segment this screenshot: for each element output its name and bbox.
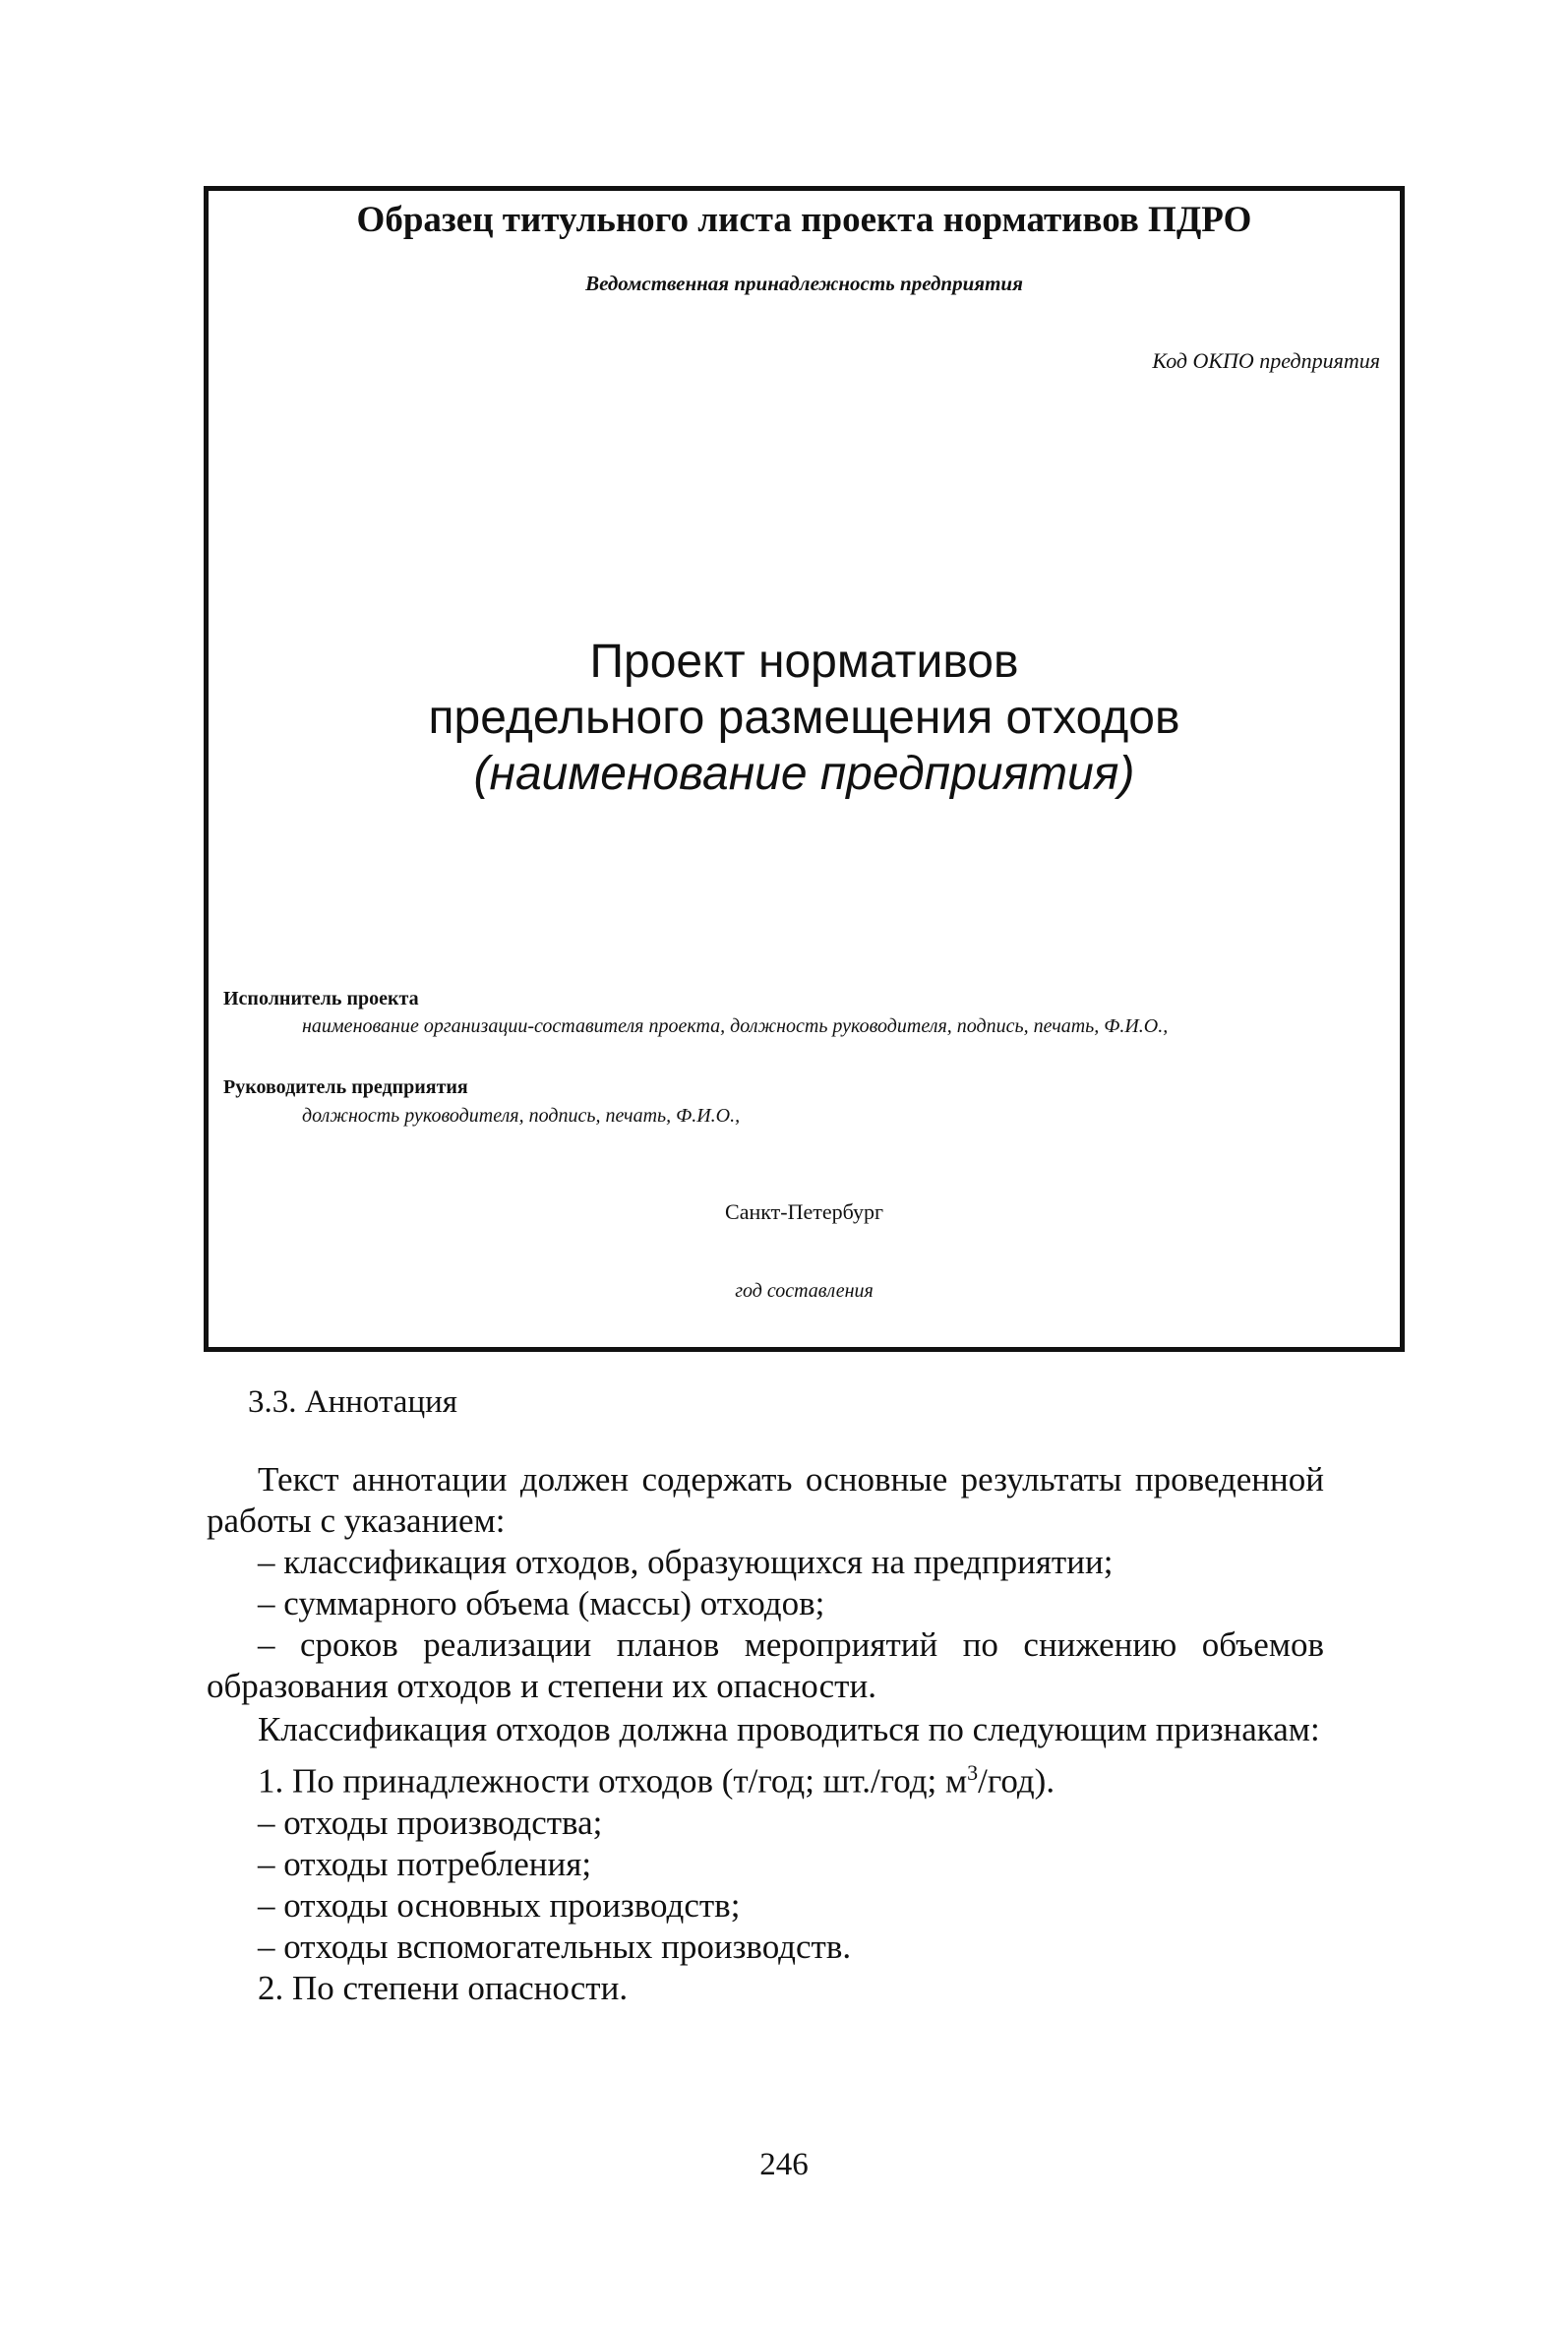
affiliation-label: Ведомственная принадлежность предприятия [585, 272, 1023, 295]
annotation-body [207, 1459, 1324, 2009]
intro-paragraph: Текст аннотации должен содержать основные результаты проведенной работы с указанием: [207, 1460, 1324, 1540]
classification-paragraph: Классификация отходов должна проводиться по следующим признакам: [258, 1710, 1320, 1748]
sample-title: Образец титульного листа проекта нормативов ПДРО [356, 200, 1252, 240]
director-label: Руководитель предприятия [223, 1076, 468, 1098]
director-details: должность руководителя, подпись, печать, Ф.И.О., [302, 1105, 741, 1127]
project-title [209, 634, 1400, 802]
executor-label: Исполнитель проекта [223, 988, 419, 1010]
project-title-line-2: предельного размещения отходов [428, 692, 1180, 744]
list-item: – классификация отходов, образующихся на предприятии; [258, 1543, 1114, 1581]
superscript-3: 3 [967, 1760, 979, 1785]
title-page-sample-frame [204, 186, 1405, 1352]
page-number: 246 [759, 2147, 809, 2182]
section-heading: 3.3. Аннотация [248, 1384, 457, 1420]
item-1-prefix: 1. По принадлежности отходов (т/год; шт./год; м [258, 1761, 968, 1801]
list-item: – отходы вспомогательных производств. [258, 1927, 852, 1966]
list-item: – отходы потребления; [258, 1844, 592, 1883]
year-label: год составления [735, 1280, 874, 1302]
city-label: Санкт-Петербург [725, 1199, 883, 1224]
item-1-suffix: /год). [978, 1761, 1055, 1801]
list-item: – отходы производства; [258, 1803, 603, 1842]
project-title-line-1: Проект нормативов [589, 636, 1019, 688]
project-title-line-3: (наименование предприятия) [473, 748, 1135, 800]
list-item: – отходы основных производств; [258, 1885, 741, 1925]
list-item: – сроков реализации планов мероприятий по снижению объемов образования отходов и степени их опасности. [207, 1625, 1324, 1705]
list-item: – суммарного объема (массы) отходов; [258, 1584, 825, 1622]
okpo-code-label: Код ОКПО предприятия [1152, 348, 1380, 373]
numbered-item-1 [207, 1752, 1324, 1803]
numbered-item-2: 2. По степени опасности. [258, 1968, 629, 2007]
executor-details: наименование организации-составителя проекта, должность руководителя, подпись, печать, Ф.И.О., [302, 1015, 1169, 1037]
